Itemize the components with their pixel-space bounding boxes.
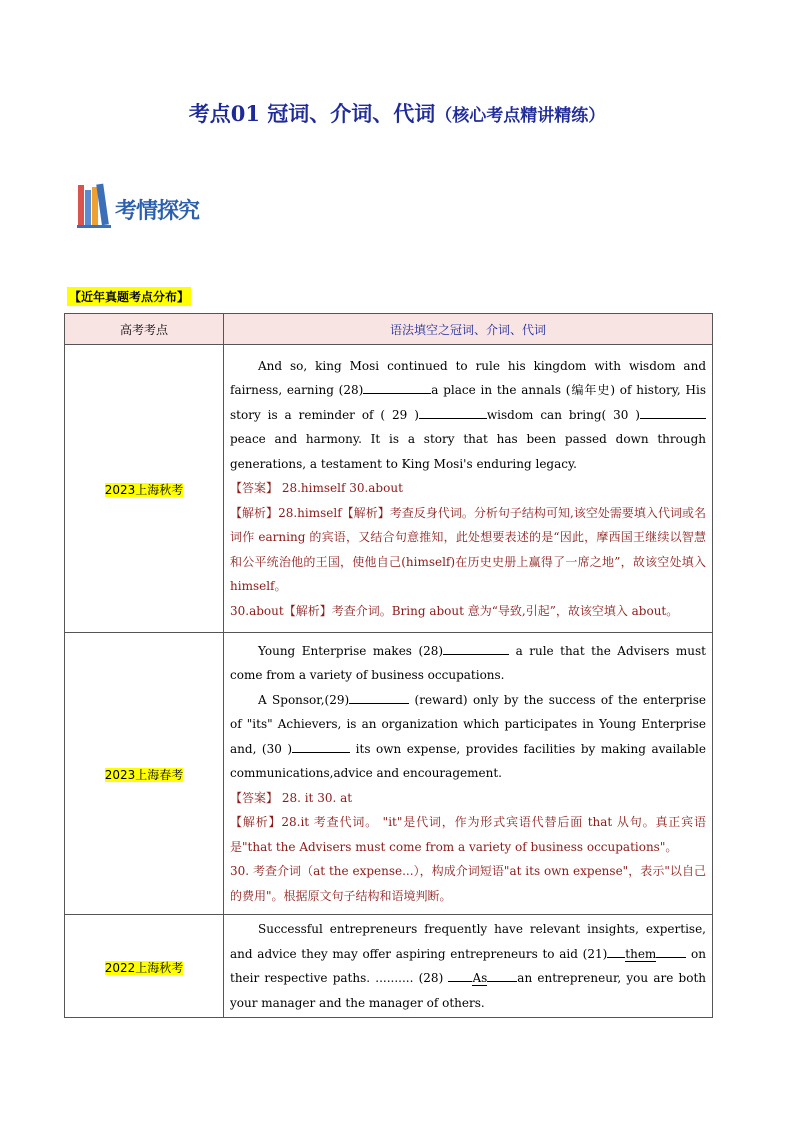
blank-underline [448, 967, 472, 982]
logo-text: 考情探究 [115, 199, 200, 224]
table-row [65, 915, 713, 1018]
section-label: 【近年真题考点分布】 [67, 287, 191, 306]
passage-text: peace and harmony. It is a story that has been passed down through generations, a testament to King Mosi's enduring legacy. [230, 432, 706, 471]
blank-30 [640, 404, 706, 419]
blank-underline [487, 967, 517, 982]
passage-text: (reward) only by the success of the enterprise of "its" Achievers, is an organization which participates in Young Enterprise and, (30 ) [230, 692, 706, 756]
passage-text: its own expense, provides facilities by making available communications,advice and encouragement. [230, 741, 706, 781]
analysis: 【解析】28.himself【解析】考查反身代词。分析句子结构可知,该空处需要填入代词或名词作 earning 的宾语，又结合句意推知，此处想要表述的是“因此，摩西国王继续以智慧和公平统治他的王国，使他自己(himself)在历史史册上赢得了一席之地”，故该空处填入 himself。 [230, 505, 706, 594]
table-row [65, 345, 713, 633]
blank-28 [363, 379, 431, 394]
passage-text: A Sponsor,(29) [258, 692, 350, 707]
analysis: 30.about【解析】考查介词。Bring about 意为“导致,引起”，故该空填入 about。 [230, 603, 679, 618]
title-main: 考点01 冠词、介词、代词 [188, 101, 436, 126]
passage [230, 354, 706, 477]
blank-underline [607, 943, 625, 958]
exam-table [64, 313, 713, 1018]
title-sub: （核心考点精讲精练） [435, 106, 606, 126]
answer: 【答案】 28. it 30. at [230, 790, 353, 805]
blank-28 [443, 640, 509, 655]
exam-cell [65, 633, 224, 915]
table-header: 语法填空之冠词、介词、代词 [224, 314, 713, 345]
passage-text: And so, king Mosi continued to rule his kingdom with wisdom and fairness, earning (28) [230, 358, 706, 398]
table-header-row [65, 314, 713, 345]
books-icon [77, 182, 113, 230]
content-cell [224, 345, 713, 633]
blank-29 [349, 689, 409, 704]
exam-label: 2022上海秋考 [104, 960, 184, 975]
table-header: 高考考点 [65, 314, 224, 345]
passage-text: an entrepreneur, you are both your manager and the manager of others. [230, 971, 707, 1010]
answer: 【答案】 28.himself 30.about [230, 481, 403, 496]
exam-cell [65, 345, 224, 633]
filled-answer: As [472, 971, 488, 985]
blank-29 [419, 404, 487, 419]
passage-text: Young Enterprise makes (28) [258, 643, 444, 658]
exam-label: 2023上海秋考 [104, 483, 184, 497]
passage-text: wisdom can bring( 30 ) [486, 407, 640, 422]
passage [230, 917, 706, 1015]
exam-cell [65, 915, 224, 1018]
page-title [0, 98, 794, 128]
passage-text: a place in the annals (编年史) of history, His story is a reminder of ( 29 ) [230, 383, 706, 422]
content-cell [224, 915, 713, 1018]
logo [77, 182, 227, 230]
passage [230, 639, 706, 688]
filled-answer: them [625, 946, 657, 961]
passage-text: Successful entrepreneurs frequently have relevant insights, expertise, and advice they may offer aspiring entrepreneurs to aid (21) [230, 922, 706, 961]
blank-underline [656, 943, 686, 958]
analysis: 【解析】28.it 考查代词。 "it"是代词，作为形式宾语代替后面 that 从句。真正宾语是"that the Advisers must come from a variety of business occupations"。 [230, 815, 706, 854]
passage-text: on their respective paths. .......... (28) [230, 946, 706, 985]
exam-label: 2023上海春考 [104, 768, 184, 782]
passage-text: a rule that the Advisers must come from a variety of business occupations. [230, 643, 706, 683]
passage [230, 688, 706, 786]
content-cell [224, 633, 713, 915]
table-row [65, 633, 713, 915]
blank-30 [292, 738, 350, 753]
analysis: 30. 考查介词（at the expense...），构成介词短语"at its own expense"，表示"以自己的费用"。根据原文句子结构和语境判断。 [230, 864, 706, 903]
